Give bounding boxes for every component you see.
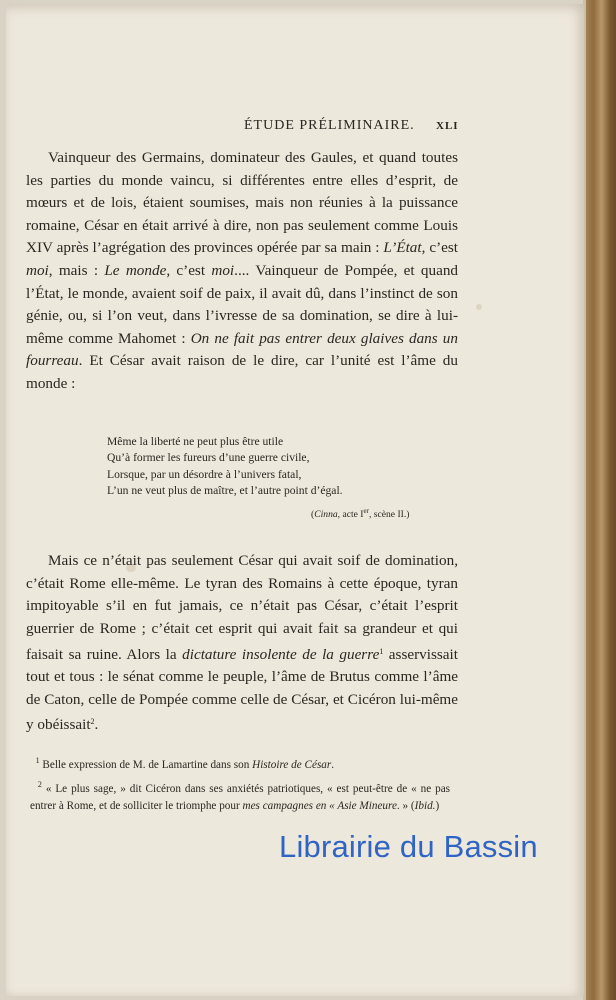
verse-quotation bbox=[107, 434, 447, 499]
book-spine bbox=[584, 0, 616, 1000]
text-run: , acte I bbox=[337, 509, 364, 521]
italic-run: mes campagnes en « Asie Mineure bbox=[242, 799, 397, 812]
verse-citation bbox=[311, 507, 409, 520]
footnote-2 bbox=[30, 777, 450, 814]
italic-run: dictature insolente de la guerre bbox=[182, 645, 380, 663]
text-run: , c’est bbox=[421, 239, 458, 257]
running-title: ÉTUDE PRÉLIMINAIRE. bbox=[244, 118, 415, 133]
footnote-1 bbox=[30, 753, 450, 774]
text-run: . Et César avait raison de le dire, car l’unité est l’âme du monde : bbox=[26, 352, 458, 392]
verse-line: Qu’à former les fureurs d’une guerre civile, bbox=[107, 451, 310, 465]
text-run: Belle expression de M. de Lamartine dans son bbox=[42, 759, 253, 771]
foxing-spot bbox=[476, 304, 482, 310]
verse-line: L’un ne veut plus de maître, et l’autre point d’égal. bbox=[107, 483, 343, 497]
italic-run: Cinna bbox=[314, 509, 338, 521]
text-run: ) bbox=[435, 799, 440, 812]
italic-run: moi bbox=[211, 261, 235, 279]
footnote-ref: 2 bbox=[90, 717, 95, 727]
text-run: ( bbox=[311, 509, 315, 521]
page-header bbox=[6, 118, 584, 138]
italic-run: Le monde bbox=[104, 261, 167, 279]
text-run: asservissait tout et tous : le sénat comme le peuple, l’âme de Brutus comme l’âme de Caton, celle de Pompée comme celle de César, et Cicéron lui-même y obéissait bbox=[26, 645, 458, 734]
text-run: , mais : bbox=[48, 261, 105, 279]
footnote-mark: 1 bbox=[35, 756, 40, 765]
italic-run: L’État bbox=[383, 239, 422, 257]
paragraph-1 bbox=[26, 147, 458, 396]
italic-run: Histoire de César bbox=[252, 759, 332, 771]
footnote-ref: 1 bbox=[379, 646, 384, 656]
text-run: Vainqueur des Germains, dominateur des Gaules, et quand toutes les parties du monde vaincu, si différentes entre elles d’esprit, de mœurs et de lois, étaient soumises, mais non réunies à la puissance romaine, César en était arrivé à dire, non pas seulement comme Louis XIV après l’agrégation des provinces opérée par sa main : bbox=[26, 149, 458, 257]
text-run: , c’est bbox=[166, 261, 212, 279]
footnote-mark: 2 bbox=[37, 780, 42, 789]
text-run: . bbox=[331, 759, 335, 771]
text-run: .... Vainqueur de Pompée, et quand l’État, le monde, avaient soif de paix, il avait dû, dans l’instinct de son génie, ou, si l’on veut, dans l’ivresse de sa domination, se dire à lui-même comme Mahomet : bbox=[26, 261, 459, 347]
verse-line: Même la liberté ne peut plus être utile bbox=[107, 435, 284, 448]
text-run: . » ( bbox=[396, 799, 415, 812]
italic-run: Ibid. bbox=[414, 799, 436, 812]
superscript: er bbox=[363, 507, 369, 515]
text-run: « Le plus sage, » dit Cicéron dans ses anxiétés patriotiques, « est peut-être de « ne pas entrer à Rome, et de solliciter le triomphe pour bbox=[30, 783, 451, 812]
paragraph-2 bbox=[26, 550, 458, 737]
verse-line: Lorsque, par un désordre à l’univers fatal, bbox=[107, 467, 302, 481]
italic-run: moi bbox=[26, 261, 49, 279]
text-run: . bbox=[94, 716, 99, 734]
page-number: XLI bbox=[436, 120, 459, 132]
watermark: Librairie du Bassin bbox=[279, 829, 538, 864]
text-run: , scène II.) bbox=[368, 509, 410, 521]
main-text bbox=[26, 147, 458, 396]
italic-run: On ne fait pas entrer deux glaives dans un fourreau bbox=[26, 329, 458, 370]
text-run: Mais ce n’était pas seulement César qui avait soif de domination, c’était Rome elle-même. Le tyran des Romains à cette époque, tyran impitoyable s’il en fut jamais, ce n’était pas César, c’était l’esprit guerrier de Rome ; c’était cet esprit qui avait fait sa grandeur et qui faisait sa ruine. Alors la bbox=[26, 552, 458, 663]
